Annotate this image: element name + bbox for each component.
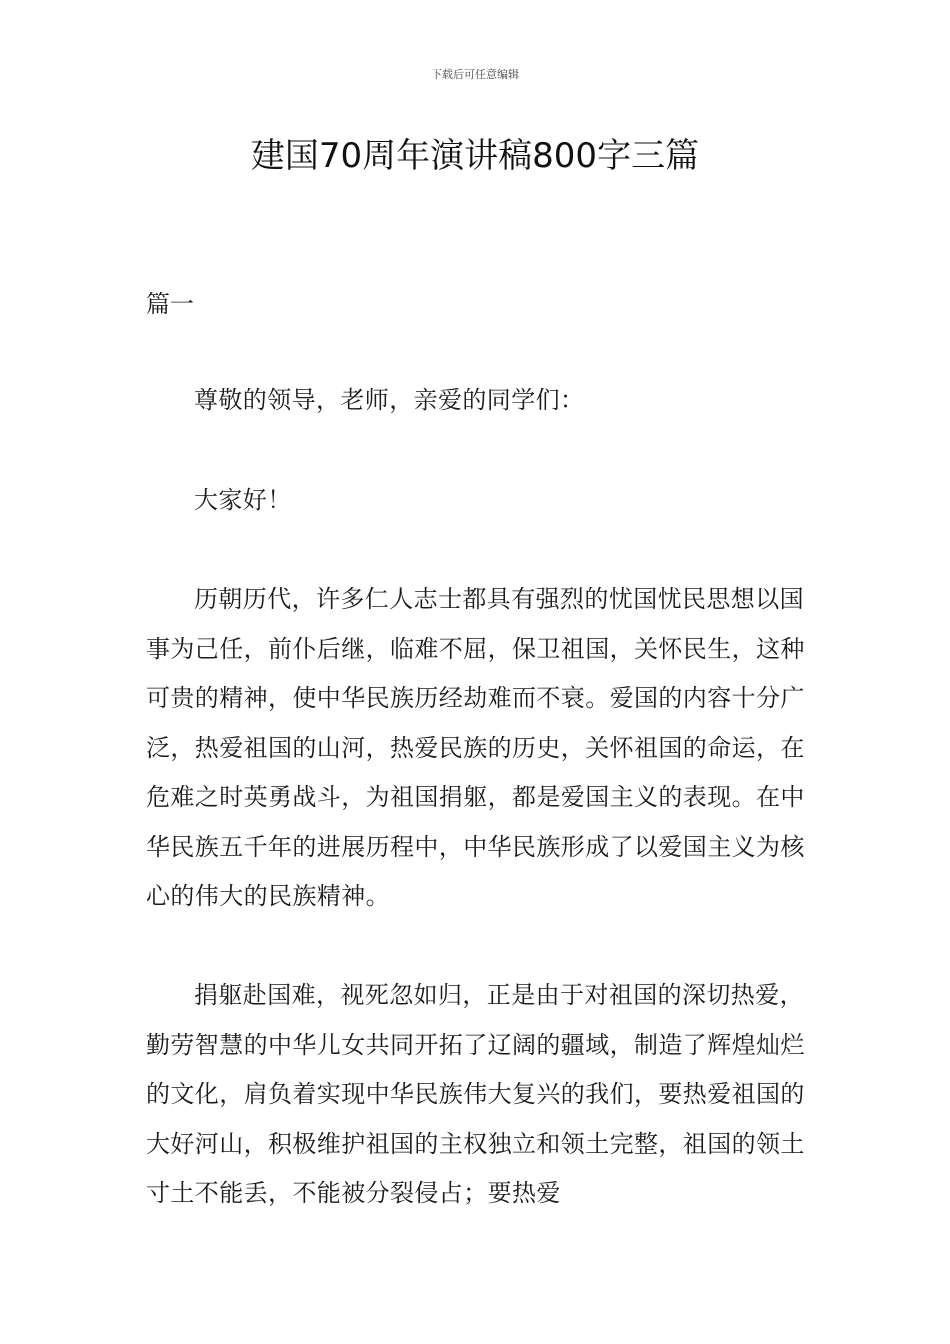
header-note: 下载后可任意编辑: [431, 68, 519, 81]
greeting-paragraph: 大家好！: [194, 486, 292, 514]
document-title: 建国70周年演讲稿800字三篇: [250, 136, 700, 176]
salutation-paragraph: 尊敬的领导，老师，亲爱的同学们：: [194, 386, 585, 414]
body-paragraph: 历朝历代，许多仁人志士都具有强烈的忧国忧民思想以国事为己任，前仆后继，临难不屈，保卫祖国，关怀民生，这种可贵的精神，使中华民族历经劫难而不衰。爱国的内容十分广泛，热爱祖国的山河，热爱民族的历史，关怀祖国的命运，在危难之时英勇战斗，为祖国捐躯，都是爱国主义的表现。在中华民族五千年的进展历程中，中华民族形成了以爱国主义为核心的伟大的民族精神。: [146, 585, 805, 910]
section-label: 篇一: [146, 290, 194, 318]
body-paragraph: 捐躯赴国难，视死忽如归，正是由于对祖国的深切热爱，勤劳智慧的中华儿女共同开拓了辽阔的疆域，制造了辉煌灿烂的文化，肩负着实现中华民族伟大复兴的我们，要热爱祖国的大好河山，积极维护祖国的主权独立和领土完整，祖国的领土寸土不能丢，不能被分裂侵占；要热爱: [146, 981, 805, 1207]
